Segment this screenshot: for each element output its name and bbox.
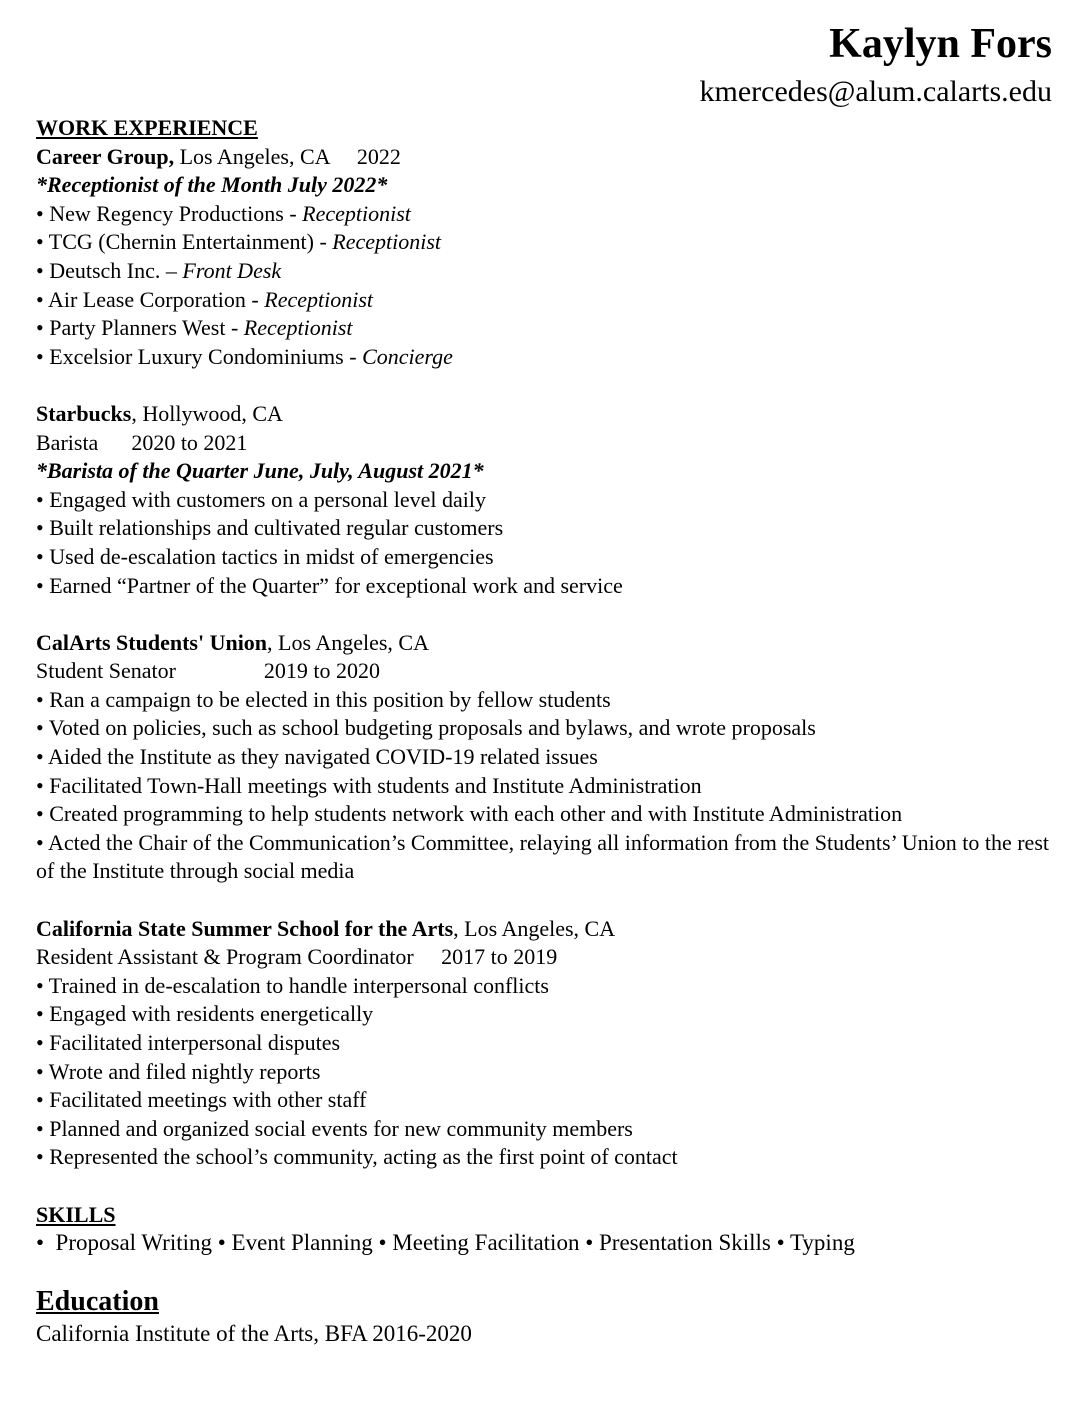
job-csssa-header bbox=[36, 915, 1056, 944]
skills-list: • Proposal Writing • Event Planning • Meeting Facilitation • Presentation Skills • Typing bbox=[36, 1230, 855, 1256]
job-starbucks-header bbox=[36, 400, 1056, 429]
bullet-text: • Deutsch Inc. – bbox=[36, 257, 183, 283]
list-item: • Facilitated interpersonal disputes bbox=[36, 1030, 341, 1055]
list-item: • Engaged with residents energetically bbox=[36, 1001, 374, 1027]
list-item: • Represented the school’s community, acting as the first point of contact bbox=[36, 1144, 678, 1170]
list-item bbox=[36, 257, 1056, 286]
job-title: Resident Assistant & Program Coordinator 2017 to 2019 bbox=[36, 944, 558, 970]
list-item: • Wrote and filed nightly reports bbox=[36, 1058, 321, 1084]
spacer bbox=[36, 1258, 1056, 1276]
list-item: • Voted on policies, such as school budgeting proposals and bylaws, and wrote proposals bbox=[36, 715, 816, 741]
bullet-role: Receptionist bbox=[332, 229, 442, 255]
job-org: Starbucks bbox=[36, 400, 132, 426]
bullet-text: • New Regency Productions - bbox=[36, 200, 303, 226]
job-career-group-header bbox=[36, 143, 1056, 172]
list-item: • Built relationships and cultivated regular customers bbox=[36, 515, 504, 541]
spacer bbox=[36, 886, 1056, 915]
list-item: • Trained in de-escalation to handle interpersonal conflicts bbox=[36, 972, 549, 998]
bullet-role: Receptionist bbox=[302, 200, 411, 226]
job-title: Barista 2020 to 2021 bbox=[36, 429, 248, 455]
bullet-text: • Excelsior Luxury Condominiums - bbox=[36, 343, 363, 369]
list-item: • Ran a campaign to be elected in this position by fellow students bbox=[36, 686, 611, 712]
list-item: • Earned “Partner of the Quarter” for exceptional work and service bbox=[36, 572, 623, 598]
bullet-role: Receptionist bbox=[243, 315, 353, 341]
spacer bbox=[36, 1172, 1056, 1201]
bullet-text: • Air Lease Corporation - bbox=[36, 286, 265, 312]
list-item: • Created programming to help students network with each other and with Institute Administration bbox=[36, 801, 903, 827]
resume-header bbox=[700, 18, 1052, 112]
job-award: *Receptionist of the Month July 2022* bbox=[36, 172, 388, 198]
list-item: • Facilitated meetings with other staff bbox=[36, 1087, 367, 1113]
list-item: • Aided the Institute as they navigated COVID-19 related issues bbox=[36, 744, 598, 770]
applicant-email: kmercedes@alum.calarts.edu bbox=[699, 75, 1052, 108]
list-item: • Used de-escalation tactics in midst of emergencies bbox=[36, 543, 494, 569]
applicant-name: Kaylyn Fors bbox=[829, 21, 1052, 67]
bullet-role: Concierge bbox=[362, 343, 453, 369]
job-award: *Barista of the Quarter June, July, August 2021* bbox=[36, 458, 484, 484]
list-item: • Acted the Chair of the Communication’s Committee, relaying all information from the Students’ Union to the rest of the Institute through social media bbox=[36, 829, 1049, 884]
list-item bbox=[36, 343, 1056, 372]
resume-body bbox=[36, 114, 1056, 1348]
list-item bbox=[36, 286, 1056, 315]
job-place: , Los Angeles, CA bbox=[453, 915, 616, 941]
job-org: California State Summer School for the Arts bbox=[36, 915, 454, 941]
job-place: Los Angeles, CA 2022 bbox=[174, 143, 401, 169]
work-experience-heading: WORK EXPERIENCE bbox=[36, 115, 258, 140]
spacer bbox=[36, 371, 1056, 400]
bullet-text: • Party Planners West - bbox=[36, 315, 244, 341]
job-org: Career Group, bbox=[36, 143, 175, 169]
bullet-text: • TCG (Chernin Entertainment) - bbox=[36, 229, 333, 255]
job-place: , Hollywood, CA bbox=[131, 400, 283, 426]
list-item: • Facilitated Town-Hall meetings with students and Institute Administration bbox=[36, 772, 702, 798]
list-item: • Planned and organized social events for new community members bbox=[36, 1115, 633, 1141]
job-place: , Los Angeles, CA bbox=[267, 629, 429, 655]
education-entry: California Institute of the Arts, BFA 2016-2020 bbox=[36, 1320, 472, 1346]
education-heading: Education bbox=[36, 1285, 159, 1317]
spacer bbox=[36, 600, 1056, 629]
list-item bbox=[36, 200, 1056, 229]
list-item bbox=[36, 228, 1056, 257]
bullet-role: Front Desk bbox=[182, 257, 282, 283]
list-item bbox=[36, 314, 1056, 343]
bullet-role: Receptionist bbox=[264, 286, 373, 312]
skills-heading: SKILLS bbox=[36, 1201, 116, 1227]
job-calarts-union-header bbox=[36, 629, 1056, 658]
list-item: • Engaged with customers on a personal level daily bbox=[36, 486, 487, 512]
job-org: CalArts Students' Union bbox=[36, 629, 268, 655]
job-title: Student Senator 2019 to 2020 bbox=[36, 658, 381, 684]
